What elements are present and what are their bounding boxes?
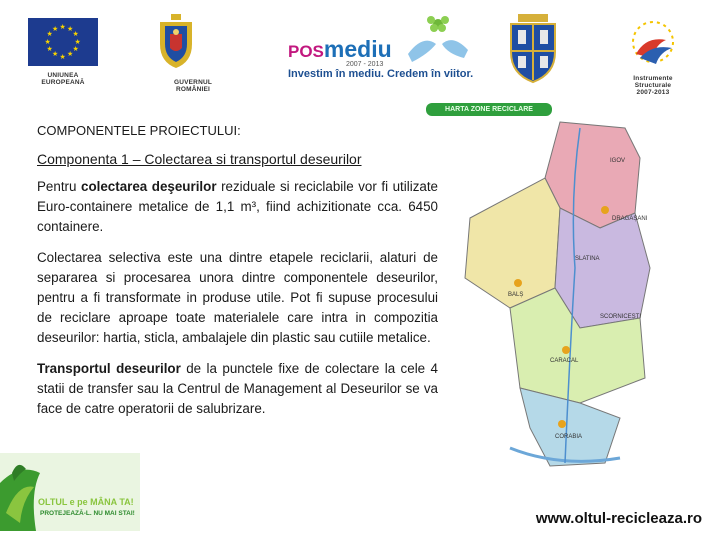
map-marker	[562, 346, 570, 354]
map-label: SLATINA	[575, 256, 600, 262]
map-marker	[558, 420, 566, 428]
eu-star-icon: ★	[67, 25, 74, 33]
pos-slogan: Investim în mediu. Credem în viitor.	[288, 68, 474, 80]
structural-instruments-icon	[616, 14, 690, 70]
p3-text-after: de la punctele fixe de colectare la cele 4 statii de transfer sau la Centrul de Management al Deseurilor se va face de catre operatorii de salubrizare.	[37, 361, 438, 416]
map-label: SCORNICEȘTI	[600, 314, 642, 320]
eu-star-icon: ★	[72, 46, 79, 53]
map-label: IGOV	[610, 158, 626, 164]
p1-text-after: reziduale si reciclabile vor fi utilizate Euro-containere metalice de 1,1 m³, fiind achizitionate cca. 6450 containere.	[37, 179, 439, 234]
instrumente-caption: Instrumente Structurale	[633, 75, 673, 89]
p1-text-before: Pentru	[37, 179, 81, 194]
romania-crest-icon	[156, 14, 196, 68]
pos-years: 2007 - 2013	[346, 61, 384, 68]
eu-star-icon: ★	[59, 23, 66, 31]
eu-star-icon: ★	[67, 51, 74, 59]
recycling-zones-map	[450, 118, 662, 470]
oltul-subslogan: PROTEJEAZĂ-L. NU MAI STAI!	[40, 510, 135, 517]
eu-star-icon: ★	[44, 38, 51, 46]
p3-bold-text: Transportul deseurilor	[37, 361, 181, 376]
map-region-west	[465, 178, 560, 308]
map-label: CORABIA	[555, 434, 583, 440]
map-header: HARTA ZONE RECICLARE	[426, 103, 552, 116]
eu-caption: UNIUNEA EUROPEANĂ	[41, 72, 85, 86]
eu-star-icon: ★	[59, 53, 66, 61]
paragraph-collection	[37, 177, 438, 237]
instrumente-structurale-logo	[616, 14, 690, 96]
government-logo	[156, 14, 230, 93]
main-content	[37, 121, 438, 430]
eu-star-icon: ★	[46, 31, 53, 38]
county-crest-icon	[508, 14, 558, 84]
map-label: CARACAL	[550, 358, 579, 364]
eu-star-icon: ★	[46, 46, 53, 53]
oltul-campaign-logo	[0, 453, 140, 531]
oltul-slogan: OLTUL e pe MÂNA TA!	[38, 497, 134, 507]
eu-star-icon: ★	[52, 25, 59, 33]
eu-star-icon: ★	[72, 31, 79, 38]
government-caption: GUVERNUL ROMÂNIEI	[173, 79, 213, 93]
component-title: Componenta 1 – Colectarea si transportul deseurilor	[37, 151, 362, 167]
map-marker	[601, 206, 609, 214]
pos-name: mediu	[323, 36, 392, 62]
map-label: BALȘ	[508, 292, 524, 298]
instrumente-years: 2007-2013	[636, 89, 670, 96]
county-crest	[508, 14, 558, 89]
website-url[interactable]: www.oltul-recicleaza.ro	[535, 510, 702, 527]
eu-flag-icon	[28, 18, 98, 66]
paragraph-transport	[37, 359, 438, 419]
paragraph-selective-collection: Colectarea selectiva este una dintre etapele reciclarii, alaturi de separarea si procesarea unora dintre componentele deseurilor, pentru a fi transformate in produse utile. Pot fi supuse procesului de reciclare aproape toate materialele care intra in compozitia deseurilor: hartia, sticla, ambalajele din plastic sau cutiile metalice.	[37, 250, 438, 345]
map-marker	[514, 279, 522, 287]
hands-flower-icon	[398, 14, 478, 74]
eu-star-icon: ★	[52, 51, 59, 59]
pos-prefix: POS	[288, 42, 324, 61]
section-title: COMPONENTELE PROIECTULUI:	[37, 123, 241, 138]
p1-bold-text: colectarea deşeurilor	[81, 179, 217, 194]
eu-logo	[26, 14, 100, 86]
eu-star-icon: ★	[74, 38, 81, 46]
pos-mediu-logo	[288, 14, 478, 80]
map-label: DRAGAȘANI	[612, 216, 648, 222]
